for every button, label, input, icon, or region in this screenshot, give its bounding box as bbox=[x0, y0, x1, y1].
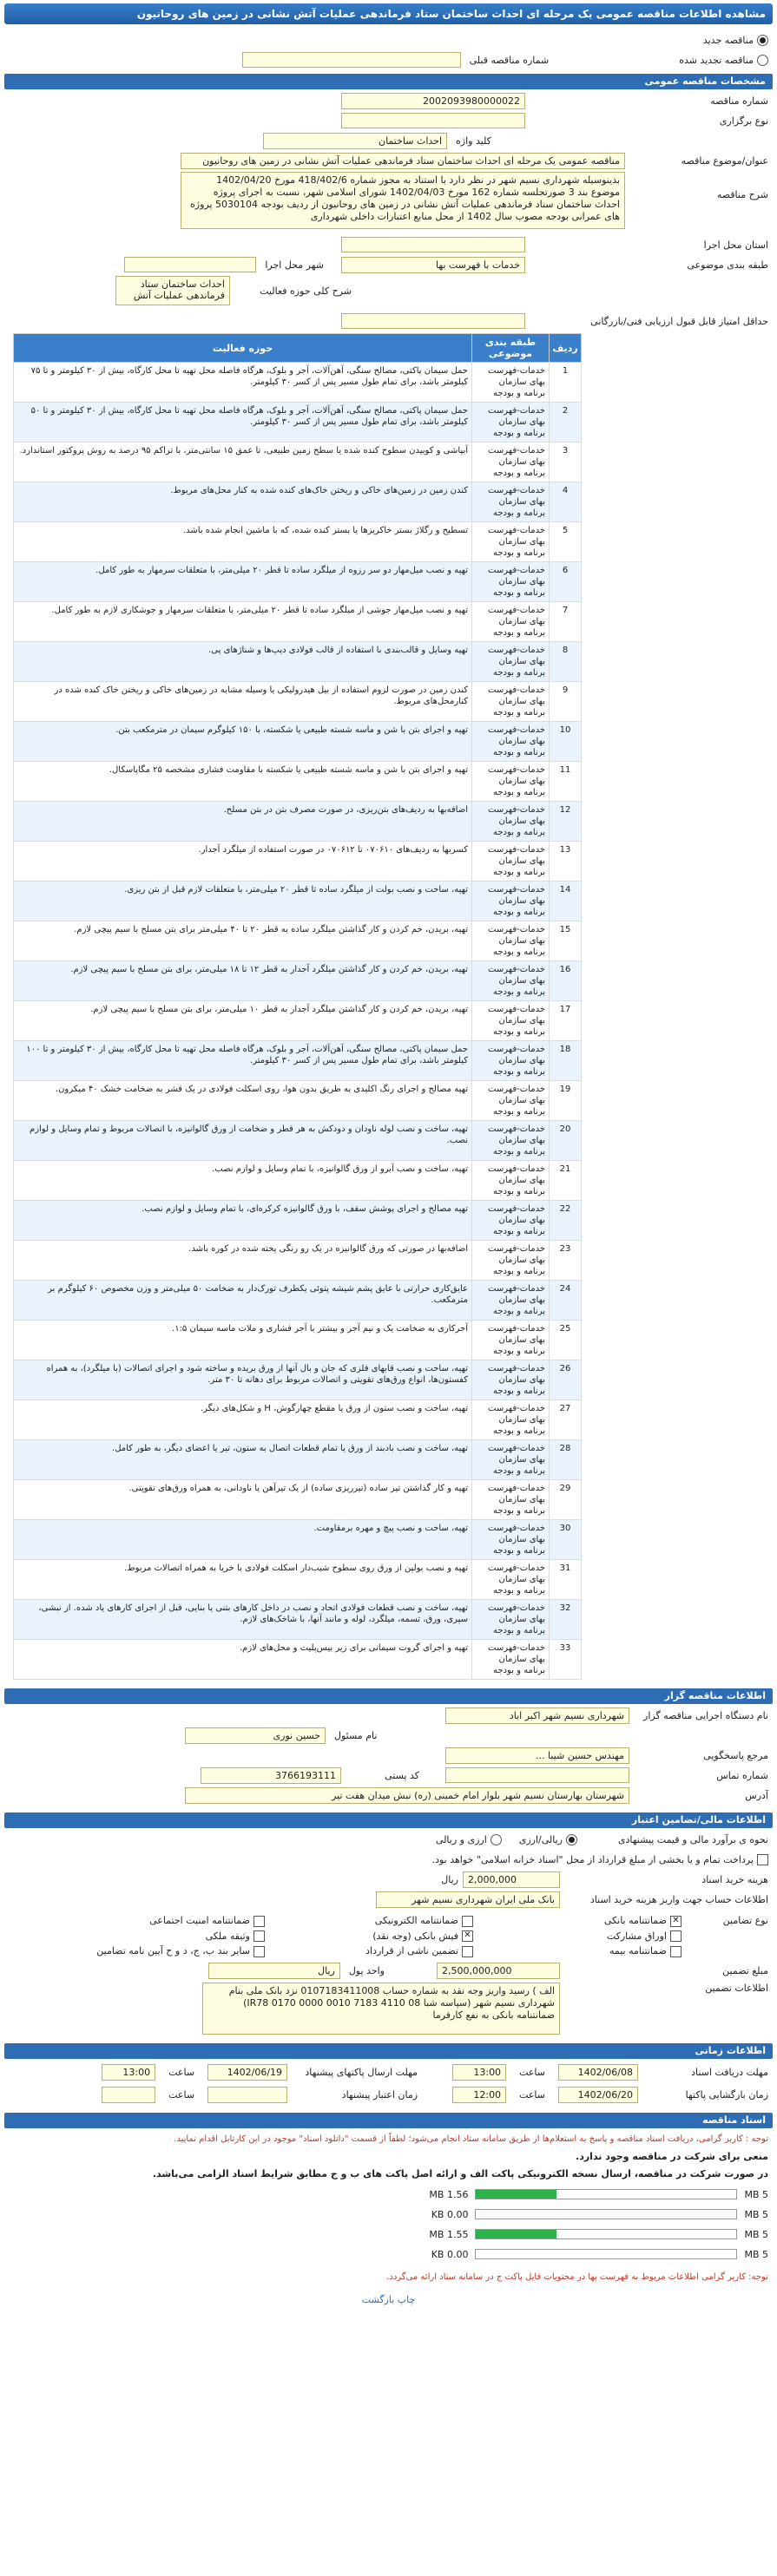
table-row bbox=[14, 842, 582, 882]
row-category: خدمات-فهرست بهای سازمان برنامه و بودجه bbox=[472, 1560, 550, 1600]
guarantee-option[interactable] bbox=[56, 1930, 265, 1943]
row-category: خدمات-فهرست بهای سازمان برنامه و بودجه bbox=[472, 642, 550, 682]
file-progress-fill bbox=[476, 2190, 556, 2199]
row-category: خدمات-فهرست بهای سازمان برنامه و بودجه bbox=[472, 1081, 550, 1121]
table-row bbox=[14, 882, 582, 921]
time-label: ساعت bbox=[519, 2067, 545, 2078]
radio-renew-label: مناقصه تجدید شده bbox=[679, 54, 754, 66]
org-name-field[interactable]: شهرداری نسیم شهر اکبر اباد bbox=[445, 1708, 629, 1724]
amount-label: مبلغ تضمین bbox=[722, 1965, 768, 1976]
guarantee-checkbox[interactable] bbox=[254, 1916, 265, 1927]
table-row bbox=[14, 1480, 582, 1520]
row-scope: تهیه، ساخت و نصب قطعات فولادی اتحاد و نصب در داخل کارهای بتنی یا بنایی، قبل از اجرای کارهای یاد شده. از نبشی، سپری، ورق، تسمه، میلگرد، لوله و مانند آنها، با شاخک‌های لازم. bbox=[14, 1600, 472, 1640]
guarantee-option[interactable] bbox=[473, 1930, 682, 1943]
row-scope: تهیه، بریدن، خم کردن و کار گذاشتن میلگرد ساده به قطر ۲۰ تا ۴۰ میلی‌متر برای بتن مسلح با سیم پیچی لازم. bbox=[14, 921, 472, 961]
open-time[interactable]: 12:00 bbox=[452, 2087, 506, 2103]
table-row bbox=[14, 1360, 582, 1400]
row-scope: تهیه و نصب میل‌مهار دو سر رزوه از میلگرد ساده تا قطر ۲۰ میلی‌متر، با متعلقات سرمهار به طور کامل. bbox=[14, 562, 472, 602]
time-label: ساعت bbox=[168, 2067, 195, 2078]
row-category: خدمات-فهرست بهای سازمان برنامه و بودجه bbox=[472, 1520, 550, 1560]
row-number: 22 bbox=[550, 1201, 582, 1241]
row-number: 29 bbox=[550, 1480, 582, 1520]
row-scope: تهیه و نصب بولپن از ورق روی سطوح شیب‌دار اسکلت فولادی با خریا به همراه اتصالات مربوط. bbox=[14, 1560, 472, 1600]
table-row bbox=[14, 802, 582, 842]
guarantee-option[interactable] bbox=[265, 1915, 473, 1927]
subject-field[interactable]: مناقصه عمومی یک مرحله ای احداث ساختمان ستاد فرماندهی عملیات آتش نشانی در زمین های روحانیون bbox=[181, 153, 625, 169]
open-label: زمان بازگشایی پاکتها bbox=[685, 2089, 768, 2101]
file-row bbox=[9, 2229, 768, 2240]
file-progress bbox=[475, 2209, 737, 2219]
row-category: خدمات-فهرست بهای سازمان برنامه و بودجه bbox=[472, 602, 550, 642]
row-category: خدمات-فهرست بهای سازمان برنامه و بودجه bbox=[472, 1480, 550, 1520]
row-category: خدمات-فهرست بهای سازمان برنامه و بودجه bbox=[472, 1121, 550, 1161]
radio-currency-label: ارزی و ریالی bbox=[435, 1833, 487, 1845]
category-field[interactable]: خدمات با فهرست بها bbox=[341, 257, 525, 273]
docs-note-2: منعی برای شرکت در مناقصه وجود ندارد. bbox=[576, 2150, 768, 2162]
row-number: 24 bbox=[550, 1281, 582, 1321]
guarantee-options bbox=[56, 1915, 682, 1957]
scope-table bbox=[13, 333, 582, 1680]
row-category: خدمات-فهرست بهای سازمان برنامه و بودجه bbox=[472, 1281, 550, 1321]
table-row bbox=[14, 921, 582, 961]
amount-field[interactable]: 2,500,000,000 bbox=[437, 1963, 560, 1979]
number-field[interactable]: 2002093980000022 bbox=[341, 93, 525, 109]
row-category: خدمات-فهرست بهای سازمان برنامه و بودجه bbox=[472, 1041, 550, 1081]
guarantee-type-label: نوع تضامین bbox=[722, 1915, 768, 1926]
file-row bbox=[9, 2189, 768, 2200]
send-time[interactable]: 13:00 bbox=[102, 2064, 155, 2081]
row-scope: تهیه و کار گذاشتن تیر ساده (تیرریزی ساده) از یک تیرآهن یا ناودانی، به همراه ورق‌های تقویتی. bbox=[14, 1480, 472, 1520]
row-number: 33 bbox=[550, 1640, 582, 1680]
row-scope: تهیه مصالح و اجرای پوشش سقف، با ورق گالوانیزه کرکره‌ای، با تمام وسایل و لوازم نصب. bbox=[14, 1201, 472, 1241]
row-category: خدمات-فهرست بهای سازمان برنامه و بودجه bbox=[472, 842, 550, 882]
guarantee-option[interactable] bbox=[473, 1915, 682, 1927]
section-organizer: اطلاعات مناقصه گزار bbox=[4, 1688, 773, 1704]
fee-currency: ریال bbox=[441, 1873, 458, 1885]
table-row bbox=[14, 1161, 582, 1201]
row-scope: کسربها به ردیف‌های ۰۷۰۶۱۰ تا ۰۷۰۶۱۲ در صورت استفاده از میلگرد آجدار. bbox=[14, 842, 472, 882]
section-finance: اطلاعات مالی/تضامین اعتبار bbox=[4, 1812, 773, 1828]
file-progress bbox=[475, 2229, 737, 2239]
row-scope: اضافه‌بها به ردیف‌های بتن‌ریزی، در صورت مصرف بتن در بتن مسلح. bbox=[14, 802, 472, 842]
docs-note-3: در صورت شرکت در مناقصه، ارسال نسخه الکترونیکی پاکت الف و ارائه اصل پاکت های ب و ج مطابق شرایط اسناد الزامی می‌باشد. bbox=[152, 2167, 768, 2179]
guarantee-label: اوراق مشارکت bbox=[606, 1930, 667, 1942]
file-size: 1.56 MB bbox=[429, 2188, 469, 2200]
guarantee-label: ضمانتنامه امنیت اجتماعی bbox=[149, 1915, 250, 1926]
guarantee-checkbox[interactable] bbox=[462, 1930, 473, 1942]
row-scope: تهیه و اجرای گروت سیمانی برای زیر بیس‌پلیت و محل‌های لازم. bbox=[14, 1640, 472, 1680]
city-field[interactable] bbox=[124, 257, 256, 272]
file-progress-fill bbox=[476, 2230, 556, 2238]
org-zip-label: کد پستی bbox=[385, 1769, 419, 1781]
keyword-label: کلید واژه bbox=[456, 134, 491, 147]
row-number: 19 bbox=[550, 1081, 582, 1121]
table-row bbox=[14, 1081, 582, 1121]
org-name-label: نام دستگاه اجرایی مناقصه گزار bbox=[643, 1709, 768, 1721]
file-size: 1.55 MB bbox=[429, 2228, 469, 2240]
guarantee-label: سایر بند ب، ج، د و ح آیین نامه تضامین bbox=[96, 1945, 250, 1957]
row-category: خدمات-فهرست بهای سازمان برنامه و بودجه bbox=[472, 1600, 550, 1640]
guarantee-checkbox[interactable] bbox=[254, 1946, 265, 1957]
row-scope: تهیه، ساخت و نصب ستون از ورق یا مقطع چهارگوش، H و شکل‌های دیگر. bbox=[14, 1400, 472, 1440]
field-field[interactable]: احداث ساختمان ستاد فرماندهی عملیات آتش bbox=[115, 276, 230, 305]
table-row bbox=[14, 1041, 582, 1081]
table-row bbox=[14, 1001, 582, 1041]
guarantee-option[interactable] bbox=[265, 1945, 473, 1957]
row-number: 1 bbox=[550, 363, 582, 403]
row-scope: آبپاشی و کوبیدن سطوح کنده شده یا سطح زمین طبیعی، تا عمق ۱۵ سانتی‌متر، با تراکم ۹۵ درصد به روش پروکتور استاندارد. bbox=[14, 442, 472, 482]
info-field[interactable]: الف ) رسید واریز وجه نقد به شماره حساب 0107183411008 نزد بانک ملی بنام شهرداری نسیم شهر (سپاسه شبا IR78 0170 0000 0010 7183 4110 08) ضمانتنامه بانکی به نفع کارفرما bbox=[202, 1983, 560, 2035]
type-field[interactable] bbox=[341, 113, 525, 128]
row-category: خدمات-فهرست بهای سازمان برنامه و بودجه bbox=[472, 762, 550, 802]
page-title: مشاهده اطلاعات مناقصه عمومی یک مرحله ای احداث ساختمان ستاد فرماندهی عملیات آتش نشانی در زمین های روحانیون bbox=[4, 3, 773, 24]
table-row bbox=[14, 722, 582, 762]
prev-number-label: شماره مناقصه قبلی bbox=[469, 54, 550, 66]
row-category: خدمات-فهرست بهای سازمان برنامه و بودجه bbox=[472, 1161, 550, 1201]
row-category: خدمات-فهرست بهای سازمان برنامه و بودجه bbox=[472, 882, 550, 921]
table-row bbox=[14, 1321, 582, 1360]
field-label: شرح کلی حوزه فعالیت bbox=[260, 285, 352, 297]
receive-time[interactable]: 13:00 bbox=[452, 2064, 506, 2081]
table-row bbox=[14, 762, 582, 802]
row-category: خدمات-فهرست بهای سازمان برنامه و بودجه bbox=[472, 1640, 550, 1680]
row-number: 12 bbox=[550, 802, 582, 842]
org-address-label: آدرس bbox=[745, 1789, 768, 1801]
guarantee-checkbox[interactable] bbox=[462, 1946, 473, 1957]
row-scope: تسطیح و رگلاژ بستر خاکریزها یا بستر کنده شده، که با ماشین انجام شده باشد. bbox=[14, 522, 472, 562]
table-row bbox=[14, 522, 582, 562]
guarantee-option[interactable] bbox=[473, 1945, 682, 1957]
radio-new[interactable] bbox=[757, 35, 768, 46]
file-limit: 5 MB bbox=[744, 2188, 768, 2200]
radio-currency[interactable] bbox=[491, 1834, 502, 1845]
row-category: خدمات-فهرست بهای سازمان برنامه و بودجه bbox=[472, 722, 550, 762]
row-category: خدمات-فهرست بهای سازمان برنامه و بودجه bbox=[472, 1321, 550, 1360]
file-size: 0.00 KB bbox=[431, 2248, 469, 2260]
row-category: خدمات-فهرست بهای سازمان برنامه و بودجه bbox=[472, 1440, 550, 1480]
guarantee-label: ضمانتنامه الکترونیکی bbox=[374, 1915, 458, 1926]
row-category: خدمات-فهرست بهای سازمان برنامه و بودجه bbox=[472, 482, 550, 522]
table-row bbox=[14, 482, 582, 522]
guarantee-checkbox[interactable] bbox=[670, 1916, 682, 1927]
table-row bbox=[14, 1281, 582, 1321]
th-scope: حوزه فعالیت bbox=[14, 334, 472, 363]
table-row bbox=[14, 1400, 582, 1440]
radio-new-label: مناقصه جدید bbox=[702, 34, 754, 46]
radio-rial[interactable] bbox=[566, 1834, 577, 1845]
row-scope: تهیه، ساخت و نصب لوله ناودان و دودکش به هر قطر و ضخامت از ورق گالوانیزه، با اتصالات مربوط و تمام وسایل و لوازم نصب. bbox=[14, 1121, 472, 1161]
province-field[interactable] bbox=[341, 237, 525, 252]
row-number: 26 bbox=[550, 1360, 582, 1400]
row-number: 31 bbox=[550, 1560, 582, 1600]
row-category: خدمات-فهرست بهای سازمان برنامه و بودجه bbox=[472, 562, 550, 602]
th-row: ردیف bbox=[550, 334, 582, 363]
tender-kind-renew[interactable] bbox=[9, 51, 768, 69]
row-scope: تهیه، ساخت و نصب بولت از میلگرد ساده تا قطر ۲۰ میلی‌متر، با متعلقات لازم قبل از بتن ریزی. bbox=[14, 882, 472, 921]
validity-date[interactable] bbox=[207, 2087, 287, 2103]
validity-label: زمان اعتبار پیشنهاد bbox=[341, 2089, 418, 2101]
open-date[interactable]: 1402/06/20 bbox=[558, 2087, 638, 2103]
amount-unit-label: واحد پول bbox=[348, 1965, 385, 1976]
info-label: اطلاعات تضمین bbox=[705, 1982, 768, 1994]
row-scope: اضافه‌بها در صورتی که ورق گالوانیزه در یک رو رنگی پخته شده در کوره باشد. bbox=[14, 1241, 472, 1281]
row-number: 17 bbox=[550, 1001, 582, 1041]
table-row bbox=[14, 1241, 582, 1281]
number-label: شماره مناقصه bbox=[710, 95, 768, 107]
guarantee-checkbox[interactable] bbox=[254, 1930, 265, 1942]
dates-row bbox=[9, 2064, 768, 2081]
row-number: 9 bbox=[550, 682, 582, 722]
file-progress bbox=[475, 2189, 737, 2199]
section-general: مشخصات مناقصه عمومی bbox=[4, 74, 773, 89]
prev-number-field[interactable] bbox=[242, 52, 461, 68]
table-row bbox=[14, 602, 582, 642]
table-row bbox=[14, 682, 582, 722]
scope-body bbox=[14, 363, 582, 1680]
row-scope: تهیه، ساخت و نصب بادبند از ورق یا تمام قطعات اتصال به ستون، تیر یا اعضای دیگر، به طور کامل. bbox=[14, 1440, 472, 1480]
row-scope: عایق‌کاری حرارتی با عایق پشم شیشه پتوئی یکطرف تورک‌دار به ضخامت ۵۰ میلی‌متر و وزن مخصوص ۶۰ کیلوگرم بر مترمکعب. bbox=[14, 1281, 472, 1321]
row-category: خدمات-فهرست بهای سازمان برنامه و بودجه bbox=[472, 1001, 550, 1041]
dates-row bbox=[9, 2087, 768, 2104]
send-label: مهلت ارسال پاکتهای پیشنهاد bbox=[305, 2067, 418, 2078]
row-number: 25 bbox=[550, 1321, 582, 1360]
guarantee-option[interactable] bbox=[56, 1915, 265, 1927]
row-number: 30 bbox=[550, 1520, 582, 1560]
org-phone-label: شماره تماس bbox=[716, 1769, 768, 1781]
account-label: اطلاعات حساب جهت واریز هزینه خرید اسناد bbox=[589, 1893, 768, 1905]
row-number: 28 bbox=[550, 1440, 582, 1480]
row-scope: حمل سیمان پاکتی، مصالح سنگی، آهن‌آلات، آجر و بلوک، هرگاه فاصله محل تهیه تا محل کارگاه، بیش از ۳۰ کیلومتر و تا ۱۰۰ کیلومتر باشد، برای تمام طول مسیر پس از کسر ۳۰ کیلومتر. bbox=[14, 1041, 472, 1081]
guarantee-option[interactable] bbox=[265, 1930, 473, 1943]
org-ref-field[interactable]: مهندس حسین شیبا ... bbox=[445, 1747, 629, 1764]
row-scope: تهیه وسایل و قالب‌بندی با استفاده از قالب فولادی دیپ‌ها و شناژهای پی. bbox=[14, 642, 472, 682]
row-number: 27 bbox=[550, 1400, 582, 1440]
receive-label: مهلت دریافت اسناد bbox=[691, 2067, 768, 2078]
table-row bbox=[14, 961, 582, 1001]
table-row bbox=[14, 1520, 582, 1560]
row-category: خدمات-فهرست بهای سازمان برنامه و بودجه bbox=[472, 682, 550, 722]
row-number: 13 bbox=[550, 842, 582, 882]
row-scope: کندن زمین در زمین‌های خاکی و ریختن خاک‌های کنده شده به کنار محل‌های مربوط. bbox=[14, 482, 472, 522]
guarantee-label: ضمانتنامه بانکی bbox=[603, 1915, 667, 1926]
row-category: خدمات-فهرست بهای سازمان برنامه و بودجه bbox=[472, 921, 550, 961]
min-score-label: حداقل امتیاز قابل قبول ارزیابی فنی/بازرگانی bbox=[590, 315, 768, 327]
guarantee-option[interactable] bbox=[56, 1945, 265, 1957]
row-scope: کندن زمین در صورت لزوم استفاده از بیل هیدرولیکی یا وسیله مشابه در زمین‌های خاکی و ریختن خاک کنده شده در کنارمحل‌های مربوط. bbox=[14, 682, 472, 722]
fee-field[interactable]: 2,000,000 bbox=[463, 1871, 560, 1888]
treasury-checkbox[interactable] bbox=[757, 1854, 768, 1865]
file-limit: 5 MB bbox=[744, 2248, 768, 2260]
guarantee-label: وثیقه ملکی bbox=[205, 1930, 250, 1942]
row-category: خدمات-فهرست بهای سازمان برنامه و بودجه bbox=[472, 961, 550, 1001]
keyword-field[interactable]: احداث ساختمان bbox=[263, 133, 447, 149]
row-scope: آجرکاری به ضخامت یک و نیم آجر و بیشتر با آجر فشاری و ملات ماسه سیمان ۱:۵. bbox=[14, 1321, 472, 1360]
row-scope: تهیه مصالح و اجرای رنگ اکلیدی به طریق بدون هوا، روی اسکلت فولادی در یک قشر به ضخامت خشک ۴۰ میکرون. bbox=[14, 1081, 472, 1121]
row-scope: تهیه، ساخت و نصب پیچ و مهره برمقاومت. bbox=[14, 1520, 472, 1560]
account-field[interactable]: بانک ملی ایران شهرداری نسیم شهر bbox=[376, 1891, 560, 1908]
row-number: 4 bbox=[550, 482, 582, 522]
file-size: 0.00 KB bbox=[431, 2208, 469, 2220]
table-row bbox=[14, 562, 582, 602]
table-row bbox=[14, 442, 582, 482]
file-limit: 5 MB bbox=[744, 2228, 768, 2240]
table-row bbox=[14, 1440, 582, 1480]
docs-note-1: توجه : کاربر گرامی، دریافت اسناد مناقصه و پاسخ به استعلام‌ها از طریق سامانه ستاد انجام می‌شود؛ لطفاً از قسمت "دانلود اسناد" موجود در این کارتابل اقدام نمایید. bbox=[174, 2134, 768, 2144]
amount-currency[interactable]: ریال bbox=[208, 1963, 340, 1979]
treasury-text: پرداخت تمام و یا بخشی از مبلغ قرارداد از محل "اسناد خزانه اسلامی" خواهد بود. bbox=[431, 1853, 754, 1865]
file-row bbox=[9, 2249, 768, 2260]
guarantee-label: ضمانتنامه بیمه bbox=[609, 1945, 667, 1957]
row-scope: حمل سیمان پاکتی، مصالح سنگی، آهن‌آلات، آجر و بلوک، هرگاه فاصله محل تهیه تا محل کارگاه، بیش از ۳۰ کیلومتر و تا ۷۵ کیلومتر باشد، برای تمام طول مسیر پس از کسر ۳۰ کیلومتر. bbox=[14, 363, 472, 403]
row-category: خدمات-فهرست بهای سازمان برنامه و بودجه bbox=[472, 522, 550, 562]
table-row bbox=[14, 1201, 582, 1241]
send-date[interactable]: 1402/06/19 bbox=[207, 2064, 287, 2081]
row-scope: تهیه، بریدن، خم کردن و کار گذاشتن میلگرد آجدار به قطر ۱۲ تا ۱۸ میلی‌متر، برای بتن مسلح با سیم پیچی لازم. bbox=[14, 961, 472, 1001]
row-number: 23 bbox=[550, 1241, 582, 1281]
row-number: 15 bbox=[550, 921, 582, 961]
row-number: 20 bbox=[550, 1121, 582, 1161]
radio-renew[interactable] bbox=[757, 55, 768, 66]
table-row bbox=[14, 1640, 582, 1680]
table-row bbox=[14, 1600, 582, 1640]
time-label: ساعت bbox=[519, 2089, 545, 2101]
row-scope: تهیه، ساخت و نصب آبرو از ورق گالوانیزه، با تمام وسایل و لوازم نصب. bbox=[14, 1161, 472, 1201]
time-label: ساعت bbox=[168, 2089, 195, 2101]
table-row bbox=[14, 1560, 582, 1600]
row-number: 3 bbox=[550, 442, 582, 482]
type-label: نوع برگزاری bbox=[719, 115, 768, 127]
desc-field[interactable]: بدینوسیله شهرداری نسیم شهر در نظر دارد با استناد به مجوز شماره 418/402/6 مورخ 1402/04/20 موضوع بند 3 صورتجلسه شماره 162 مورخ 1402/04/03 شورای اسلامی شهر، نسبت به اجرای پروژه احداث ساختمان ستاد فرماندهی عملیات آتش نشانی در زمین های روحانیون از ردیف بودجه 5030104 پروژه های عمرانی بودجه مصوب سال 1402 از محل منابع اعتبارات داخلی شهرداری bbox=[181, 172, 625, 229]
table-row bbox=[14, 403, 582, 442]
guarantee-checkbox[interactable] bbox=[462, 1916, 473, 1927]
table-row bbox=[14, 1121, 582, 1161]
org-address-field[interactable]: شهرستان بهارستان نسیم شهر بلوار امام خمینی (ره) نبش میدان هفت تیر bbox=[185, 1787, 629, 1804]
desc-label: شرح مناقصه bbox=[716, 189, 768, 200]
payment-label: نحوه ی برآورد مالی و قیمت پیشنهادی bbox=[617, 1833, 768, 1845]
row-number: 6 bbox=[550, 562, 582, 602]
row-number: 14 bbox=[550, 882, 582, 921]
file-progress bbox=[475, 2249, 737, 2259]
th-category: طبقه بندی موضوعی bbox=[472, 334, 550, 363]
guarantee-checkbox[interactable] bbox=[670, 1946, 682, 1957]
org-resp-label: نام مسئول bbox=[334, 1729, 378, 1741]
files-area bbox=[0, 2189, 777, 2260]
min-score-field[interactable] bbox=[341, 313, 525, 329]
row-scope: تهیه، بریدن، خم کردن و کار گذاشتن میلگرد آجدار به قطر ۱۰ میلی‌متر، برای بتن مسلح با سیم پیچی لازم. bbox=[14, 1001, 472, 1041]
guarantee-checkbox[interactable] bbox=[670, 1930, 682, 1942]
row-number: 16 bbox=[550, 961, 582, 1001]
row-scope: تهیه و اجرای بتن با شن و ماسه شسته طبیعی یا شکسته، با ۱۵۰ کیلوگرم سیمان در مترمکعب بتن. bbox=[14, 722, 472, 762]
tender-kind-new[interactable] bbox=[9, 31, 768, 49]
docs-note-4: توجه: کاربر گرامی اطلاعات مربوط به فهرست بها در محتویات فایل پاکت ج در سامانه ستاد ارائه می‌گردد. bbox=[386, 2271, 768, 2282]
row-number: 7 bbox=[550, 602, 582, 642]
row-number: 8 bbox=[550, 642, 582, 682]
row-category: خدمات-فهرست بهای سازمان برنامه و بودجه bbox=[472, 363, 550, 403]
row-number: 21 bbox=[550, 1161, 582, 1201]
table-row bbox=[14, 642, 582, 682]
row-category: خدمات-فهرست بهای سازمان برنامه و بودجه bbox=[472, 403, 550, 442]
row-number: 11 bbox=[550, 762, 582, 802]
row-scope: حمل سیمان پاکتی، مصالح سنگی، آهن‌آلات، آجر و بلوک، هرگاه فاصله محل تهیه تا محل کارگاه، بیش از ۳۰ کیلومتر و تا ۵۰ کیلومتر باشد، برای تمام طول مسیر پس از کسر ۳۰ کیلومتر. bbox=[14, 403, 472, 442]
row-category: خدمات-فهرست بهای سازمان برنامه و بودجه bbox=[472, 1201, 550, 1241]
section-dates: اطلاعات زمانی bbox=[4, 2043, 773, 2059]
org-zip-field[interactable]: 3766193111 bbox=[201, 1767, 341, 1784]
row-category: خدمات-فهرست بهای سازمان برنامه و بودجه bbox=[472, 802, 550, 842]
receive-date[interactable]: 1402/06/08 bbox=[558, 2064, 638, 2081]
file-limit: 5 MB bbox=[744, 2208, 768, 2220]
org-ref-label: مرجع پاسخگویی bbox=[703, 1749, 768, 1761]
subject-label: عنوان/موضوع مناقصه bbox=[681, 154, 768, 167]
row-category: خدمات-فهرست بهای سازمان برنامه و بودجه bbox=[472, 1360, 550, 1400]
row-scope: تهیه و نصب میل‌مهار جوشی از میلگرد ساده تا قطر ۲۰ میلی‌متر، با متعلقات سرمهار و جوشکاری لازم به طور کامل. bbox=[14, 602, 472, 642]
dates-area bbox=[0, 2064, 777, 2104]
row-number: 32 bbox=[550, 1600, 582, 1640]
fee-label: هزینه خرید اسناد bbox=[701, 1873, 768, 1885]
footer-links[interactable]: چاپ بازگشت bbox=[361, 2293, 416, 2305]
row-number: 5 bbox=[550, 522, 582, 562]
file-row bbox=[9, 2209, 768, 2220]
category-label: طبقه بندی موضوعی bbox=[687, 259, 768, 271]
row-number: 10 bbox=[550, 722, 582, 762]
row-number: 18 bbox=[550, 1041, 582, 1081]
row-category: خدمات-فهرست بهای سازمان برنامه و بودجه bbox=[472, 442, 550, 482]
table-row bbox=[14, 363, 582, 403]
row-number: 2 bbox=[550, 403, 582, 442]
row-scope: تهیه، ساخت و نصب قابهای فلزی که جان و بال آنها از ورق بریده و ساخته شود و اجرای اتصالات (با میلگرد)، به همراه کفستون‌ها، انواع ورق‌های تقویتی و اتصالات مربوط برای دهانه تا ۳۰ متر. bbox=[14, 1360, 472, 1400]
radio-rial-label: ریالی/ارزی bbox=[518, 1833, 563, 1845]
org-phone-field[interactable] bbox=[445, 1767, 629, 1783]
row-category: خدمات-فهرست بهای سازمان برنامه و بودجه bbox=[472, 1400, 550, 1440]
row-scope: تهیه و اجرای بتن با شن و ماسه شسته طبیعی یا شکسته با مقاومت فشاری مشخصه ۲۵ مگاپاسکال. bbox=[14, 762, 472, 802]
section-docs: اسناد مناقصه bbox=[4, 2113, 773, 2128]
validity-time[interactable] bbox=[102, 2087, 155, 2103]
city-label: شهر محل اجرا bbox=[265, 259, 324, 271]
guarantee-label: فیش بانکی (وجه نقد) bbox=[372, 1930, 458, 1942]
province-label: استان محل اجرا bbox=[703, 239, 768, 251]
row-category: خدمات-فهرست بهای سازمان برنامه و بودجه bbox=[472, 1241, 550, 1281]
guarantee-label: تضمین ناشی از قرارداد bbox=[365, 1945, 458, 1957]
org-resp-field[interactable]: حسین نوری bbox=[185, 1727, 326, 1744]
